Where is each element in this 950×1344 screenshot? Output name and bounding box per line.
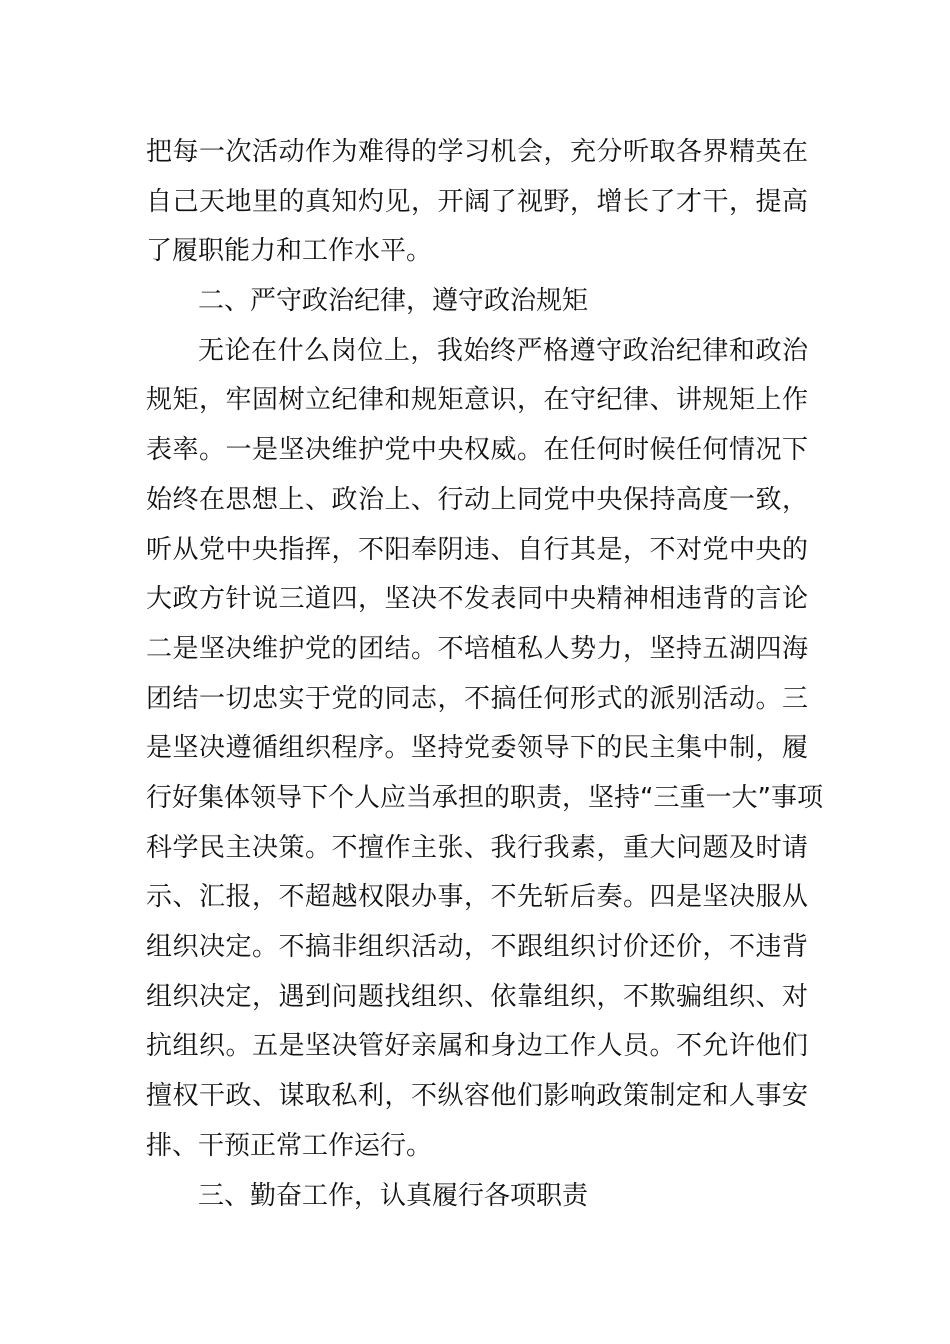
paragraph-line: 示、汇报，不超越权限办事，不先斩后奏。四是坚决服从 — [146, 882, 808, 913]
paragraph-line: 擅权干政、谋取私利，不纵容他们影响政策制定和人事安 — [146, 1081, 808, 1112]
paragraph-line: 无论在什么岗位上，我始终严格遵守政治纪律和政治 — [198, 335, 808, 366]
document-body — [146, 128, 823, 1222]
paragraph-line: 始终在思想上、政治上、行动上同党中央保持高度一致， — [146, 484, 808, 515]
section-heading-2: 二、严守政治纪律，遵守政治规矩 — [198, 286, 589, 317]
paragraph-line: 听从党中央指挥，不阳奉阴违、自行其是，不对党中央的 — [146, 534, 808, 565]
paragraph-line: 排、干预正常工作运行。 — [146, 1130, 433, 1161]
paragraph-line: 抗组织。五是坚决管好亲属和身边工作人员。不允许他们 — [146, 1031, 808, 1062]
paragraph-line: 科学民主决策。不擅作主张、我行我素，重大问题及时请 — [146, 832, 808, 863]
paragraph-line: 是坚决遵循组织程序。坚持党委领导下的民主集中制，履 — [146, 733, 808, 764]
paragraph-line: 团结一切忠实于党的同志，不搞任何形式的派别活动。三 — [146, 683, 808, 714]
section-heading-3: 三、勤奋工作，认真履行各项职责 — [198, 1181, 589, 1212]
paragraph-line: 表率。一是坚决维护党中央权威。在任何时候任何情况下 — [146, 435, 808, 466]
paragraph-line: 自己天地里的真知灼见，开阔了视野，增长了才干，提高 — [146, 186, 808, 217]
paragraph-line: 把每一次活动作为难得的学习机会，充分听取各界精英在 — [146, 137, 808, 167]
paragraph-line: 规矩，牢固树立纪律和规矩意识，在守纪律、讲规矩上作 — [146, 385, 808, 416]
paragraph-line: 二是坚决维护党的团结。不培植私人势力，坚持五湖四海 — [146, 633, 808, 664]
paragraph-line: 大政方针说三道四，坚决不发表同中央精神相违背的言论 — [146, 584, 808, 615]
paragraph-line: 了履职能力和工作水平。 — [146, 236, 433, 267]
paragraph-line: 组织决定，遇到问题找组织、依靠组织，不欺骗组织、对 — [146, 981, 808, 1012]
paragraph-line: 行好集体领导下个人应当承担的职责，坚持“三重一大”事项 — [146, 782, 823, 813]
paragraph-line: 组织决定。不搞非组织活动，不跟组织讨价还价，不违背 — [146, 932, 808, 962]
